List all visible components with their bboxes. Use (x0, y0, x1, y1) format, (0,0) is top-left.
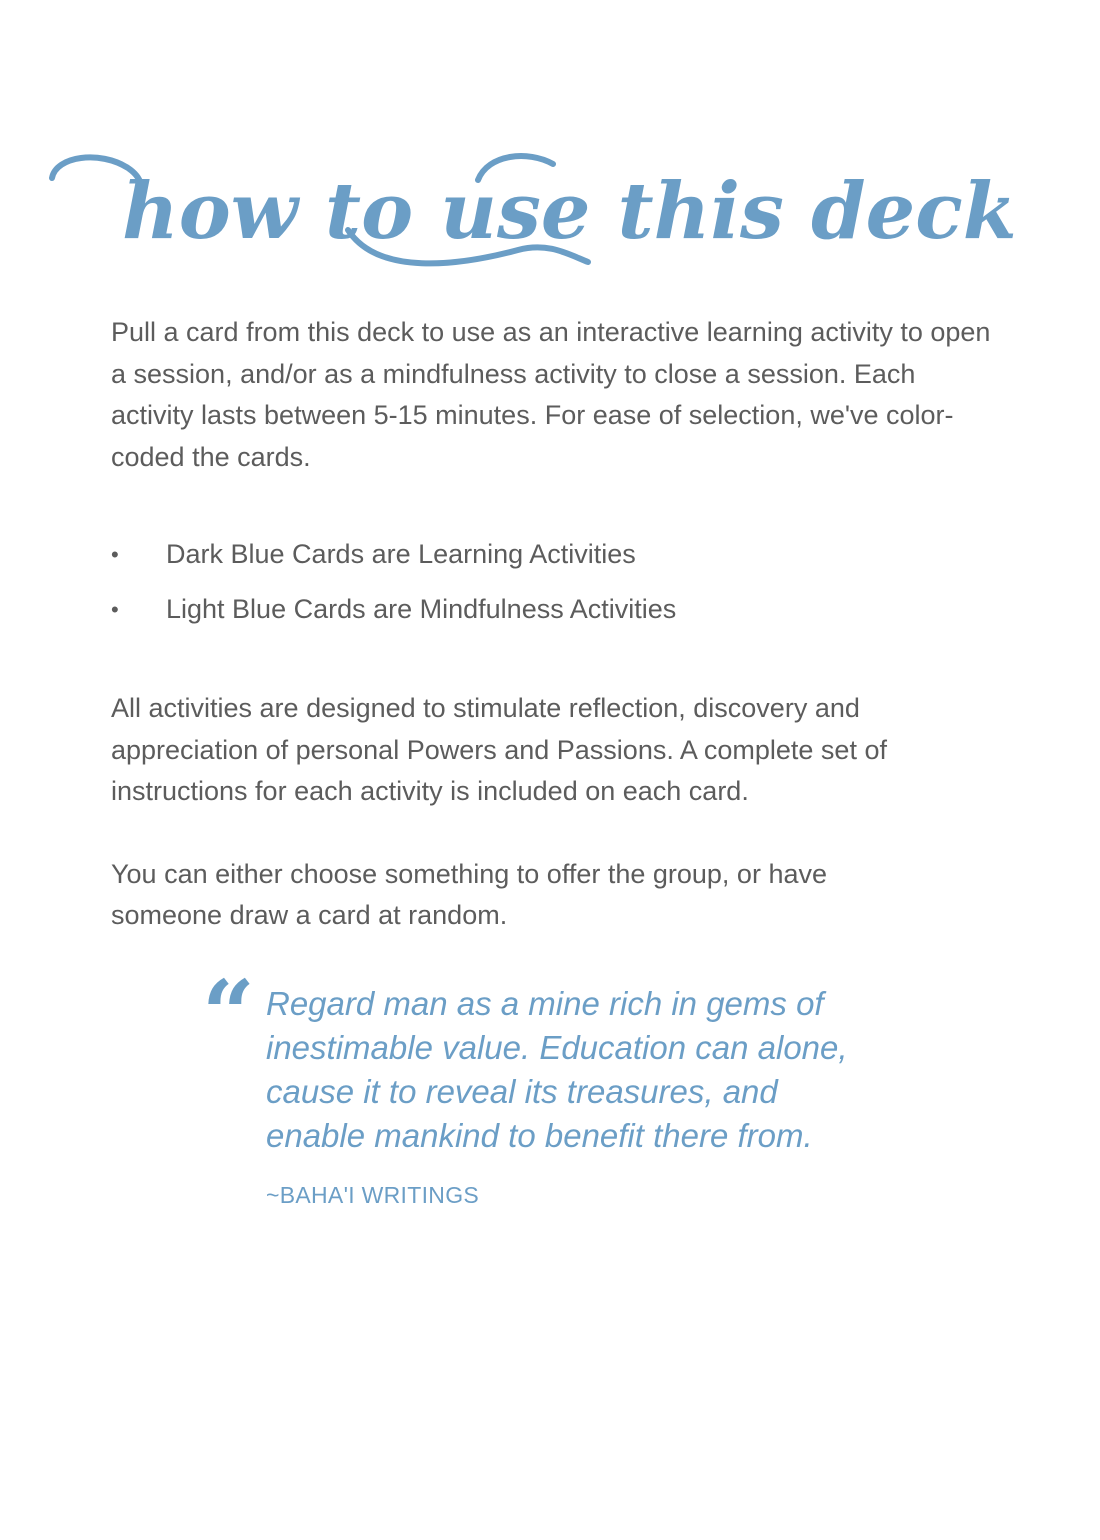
card-color-list (111, 534, 1011, 630)
activities-paragraph: All activities are designed to stimulate reflection, discovery and appreciation of personal Powers and Passions. A complete set of instructions for each activity is included on each card. (111, 693, 887, 806)
quote-mark-icon: “ (202, 960, 255, 1068)
list-item-label: Light Blue Cards are Mindfulness Activities (166, 593, 677, 624)
list-item-label: Dark Blue Cards are Learning Activities (166, 539, 636, 569)
choose-paragraph: You can either choose something to offer the group, or have someone draw a card at random. (111, 858, 827, 930)
quote-text: Regard man as a mine rich in gems of inestimable value. Education can alone, cause it to reveal its treasures, and enable mankind to benefit there from. (266, 985, 848, 1154)
bullet-dot: • (111, 542, 119, 567)
page-title-lettering (48, 150, 1017, 280)
page-title (48, 150, 1017, 280)
list-item (111, 534, 1011, 576)
intro-paragraph: Pull a card from this deck to use as an interactive learning activity to open a session, and/or as a mindfulness activity to close a session. Each activity lasts between 5-15 minutes. For ease of selection, we've color-coded the cards. (111, 317, 991, 472)
bullet-dot: • (111, 596, 119, 622)
list-item (111, 589, 1011, 631)
quote-block (202, 960, 882, 1209)
quote-source: ~BAHA'I WRITINGS (266, 1182, 480, 1208)
page-title-text: how to use this deck (122, 166, 1017, 257)
body-content (111, 312, 1011, 937)
